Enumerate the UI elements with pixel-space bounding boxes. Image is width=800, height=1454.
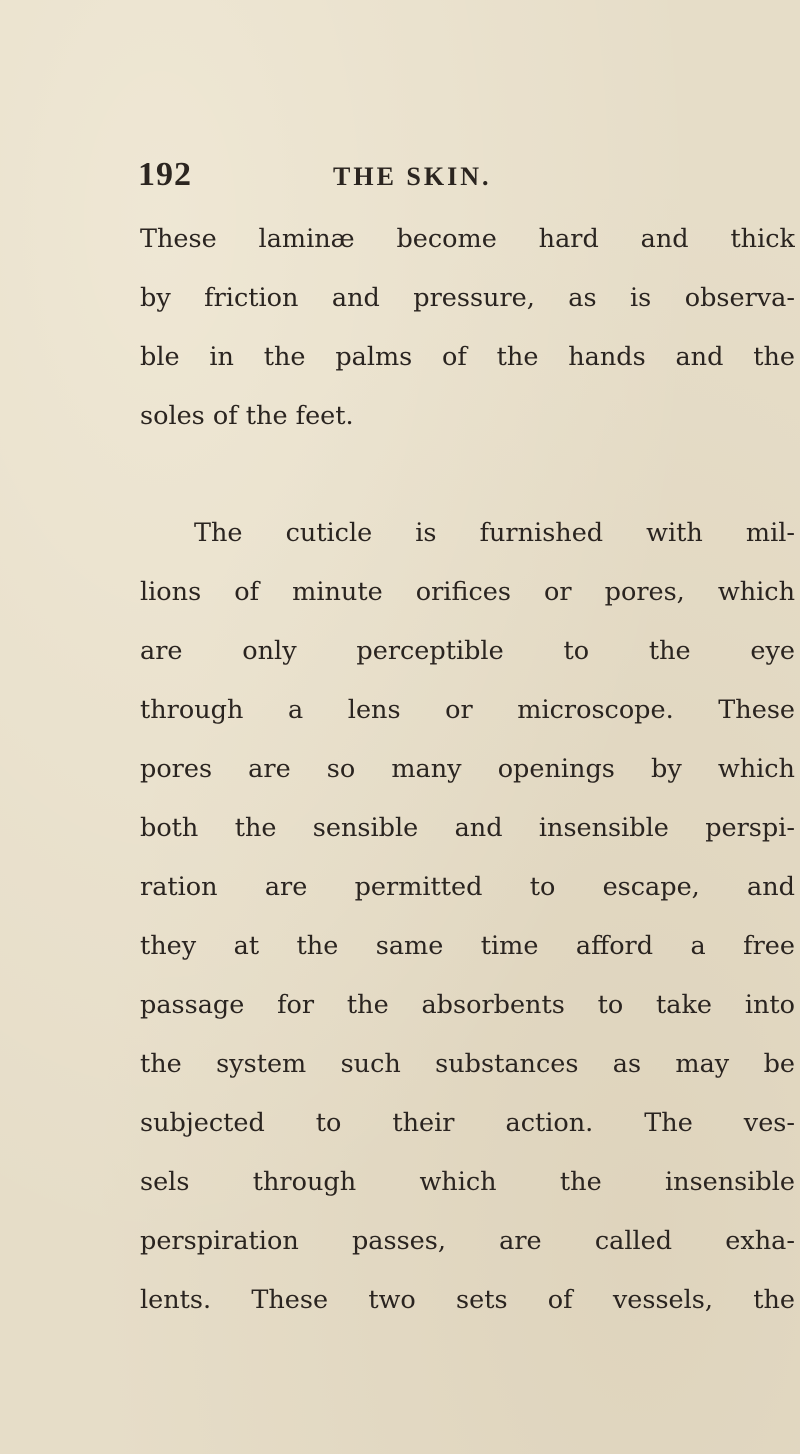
text-line: soles of the feet. <box>140 401 354 431</box>
text-line: by friction and pressure, as is observa- <box>140 283 795 313</box>
running-head <box>138 156 698 196</box>
text-line: The cuticle is furnished with mil- <box>194 518 795 548</box>
text-line: sels through which the insensible <box>140 1167 795 1197</box>
text-line: passage for the absorbents to take into <box>140 990 795 1020</box>
body-text <box>140 210 795 1330</box>
text-line: they at the same time afford a free <box>140 931 795 961</box>
page-number: 192 <box>138 156 192 193</box>
running-head-title: THE SKIN. <box>333 162 492 191</box>
text-line: both the sensible and insensible perspi- <box>140 813 795 843</box>
paragraph-gap <box>140 446 795 504</box>
text-line: lents. These two sets of vessels, the <box>140 1285 795 1315</box>
paragraph-1 <box>140 210 795 446</box>
text-line: subjected to their action. The ves- <box>140 1108 795 1138</box>
text-line: ble in the palms of the hands and the <box>140 342 795 372</box>
text-line: pores are so many openings by which <box>140 754 795 784</box>
text-line: through a lens or microscope. These <box>140 695 795 725</box>
text-line: are only perceptible to the eye <box>140 636 795 666</box>
text-line: perspiration passes, are called exha- <box>140 1226 795 1256</box>
text-line: These laminæ become hard and thick <box>140 224 795 254</box>
paragraph-2 <box>140 504 795 1330</box>
text-line: lions of minute orifices or pores, which <box>140 577 795 607</box>
text-line: the system such substances as may be <box>140 1049 795 1079</box>
text-line: ration are permitted to escape, and <box>140 872 795 902</box>
